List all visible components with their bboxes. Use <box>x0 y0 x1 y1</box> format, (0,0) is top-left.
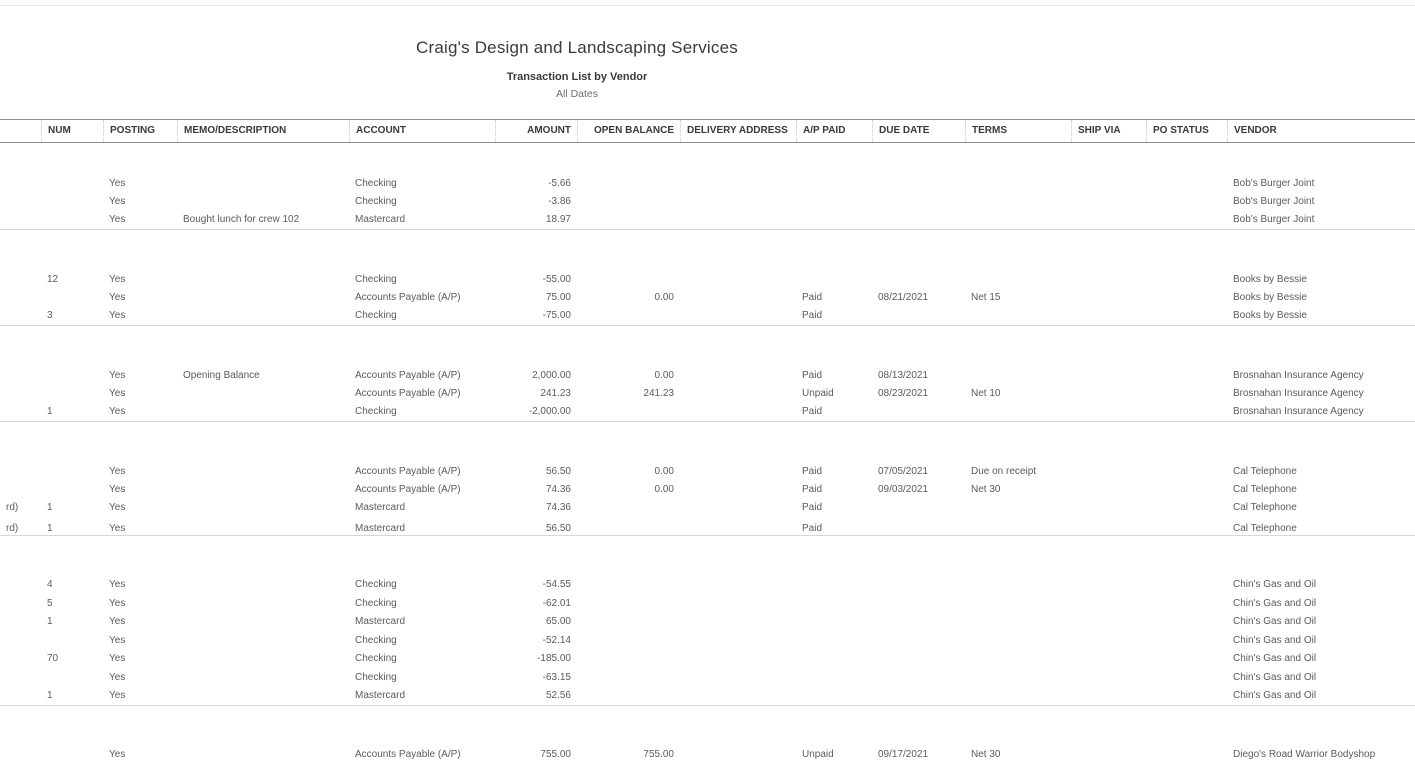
cell-vendor: Cal Telephone <box>1233 466 1297 477</box>
cell-posting: Yes <box>109 484 126 495</box>
cell-num: 70 <box>47 653 59 664</box>
cell-ap-paid: Unpaid <box>802 749 834 760</box>
cell-due-date <box>872 650 965 668</box>
cell-account: Checking <box>355 597 397 609</box>
cell-vendor: Bob's Burger Joint <box>1233 196 1315 207</box>
cell-terms <box>965 669 1071 687</box>
cell-open-balance <box>577 211 680 229</box>
cell-num: 5 <box>47 597 53 609</box>
column-header-memo[interactable]: MEMO/DESCRIPTION <box>177 120 349 142</box>
cell-cut <box>0 650 41 668</box>
cell-posting: Yes <box>109 388 126 399</box>
cell-account: Checking <box>355 671 397 683</box>
cell-open-balance <box>577 613 680 631</box>
cell-account: Mastercard <box>355 616 406 627</box>
cell-num <box>41 367 103 385</box>
cell-amount: 56.50 <box>545 466 571 477</box>
cell-memo: Bought lunch for crew 102 <box>183 214 300 225</box>
column-header-amount[interactable]: AMOUNT <box>495 120 577 142</box>
cell-amount: 18.97 <box>545 214 571 225</box>
cell-num: 1 <box>47 502 53 513</box>
table-row[interactable] <box>0 463 1415 481</box>
cell-account: Checking <box>355 310 397 321</box>
cell-open-balance <box>577 307 680 325</box>
cell-cut <box>0 687 41 705</box>
cell-vendor: Chin's Gas and Oil <box>1233 616 1317 627</box>
cell-num: 1 <box>47 523 53 534</box>
cell-amount: 74.36 <box>545 502 571 513</box>
cell-account: Checking <box>355 406 397 417</box>
cell-terms <box>965 367 1071 385</box>
top-divider <box>0 5 1415 6</box>
cell-ap-paid <box>796 613 872 631</box>
cell-vendor: Chin's Gas and Oil <box>1233 579 1317 590</box>
cell-terms <box>965 175 1071 193</box>
cell-account: Checking <box>355 579 397 590</box>
table-row[interactable] <box>0 499 1415 517</box>
cell-terms: Due on receipt <box>971 466 1037 477</box>
cell-due-date <box>872 595 965 613</box>
cell-ap-paid <box>796 211 872 229</box>
cell-due-date: 08/23/2021 <box>878 388 929 399</box>
cell-num <box>41 289 103 307</box>
cell-terms <box>965 211 1071 229</box>
cell-terms <box>965 687 1071 705</box>
table-row[interactable] <box>0 613 1415 631</box>
cell-ap-paid: Unpaid <box>802 388 834 399</box>
cell-memo <box>177 613 349 631</box>
cell-terms: Net 10 <box>971 388 1001 399</box>
cell-posting: Yes <box>109 502 126 513</box>
cell-amount: 65.00 <box>545 616 571 627</box>
cell-vendor: Books by Bessie <box>1233 292 1307 303</box>
cell-memo <box>177 576 349 594</box>
cell-ap-paid <box>796 687 872 705</box>
table-row[interactable] <box>0 403 1415 421</box>
cell-cut <box>0 403 41 421</box>
cell-memo <box>177 403 349 421</box>
cell-amount: -75.00 <box>542 310 571 321</box>
table-row[interactable] <box>0 385 1415 403</box>
column-header-num[interactable]: NUM <box>41 120 103 142</box>
table-row[interactable] <box>0 687 1415 705</box>
cell-cut <box>0 307 41 325</box>
cell-posting: Yes <box>109 597 126 609</box>
column-header-posting[interactable]: POSTING <box>103 120 177 142</box>
cell-due-date <box>872 211 965 229</box>
cell-account: Accounts Payable (A/P) <box>355 292 461 303</box>
table-row[interactable] <box>0 271 1415 289</box>
cell-open-balance: 755.00 <box>643 749 674 760</box>
cell-vendor: Bob's Burger Joint <box>1233 178 1315 189</box>
cell-memo <box>177 499 349 517</box>
cell-num: 12 <box>47 274 59 285</box>
cell-cut <box>0 385 41 403</box>
cell-posting: Yes <box>109 579 126 590</box>
table-row[interactable] <box>0 481 1415 499</box>
cell-ap-paid <box>796 576 872 594</box>
cell-num <box>41 211 103 229</box>
cell-account: Accounts Payable (A/P) <box>355 749 461 760</box>
cell-account: Mastercard <box>355 523 406 534</box>
column-header-po-status[interactable]: PO STATUS <box>1146 120 1227 142</box>
cell-cut <box>0 463 41 481</box>
cell-num <box>41 746 103 764</box>
column-header-terms[interactable]: TERMS <box>965 120 1071 142</box>
cell-terms <box>965 632 1071 650</box>
cell-num <box>41 463 103 481</box>
cell-memo <box>177 687 349 705</box>
cell-num: 1 <box>47 616 53 627</box>
cell-terms <box>965 613 1071 631</box>
cell-open-balance: 0.00 <box>654 466 674 477</box>
cell-cut: rd) <box>6 502 19 513</box>
cell-num <box>41 632 103 650</box>
cell-account: Accounts Payable (A/P) <box>355 484 461 495</box>
cell-account: Accounts Payable (A/P) <box>355 466 461 477</box>
cell-cut <box>0 367 41 385</box>
cell-terms: Net 30 <box>971 749 1001 760</box>
table-row[interactable] <box>0 307 1415 325</box>
cell-amount: -185.00 <box>537 653 571 664</box>
cell-ap-paid: Paid <box>802 292 823 303</box>
cell-num: 4 <box>47 579 53 590</box>
cell-terms: Net 30 <box>971 484 1001 495</box>
cell-vendor: Chin's Gas and Oil <box>1233 653 1317 664</box>
cell-memo <box>177 271 349 289</box>
cell-memo <box>177 289 349 307</box>
cell-memo <box>177 481 349 499</box>
cell-terms <box>965 271 1071 289</box>
cell-vendor: Cal Telephone <box>1233 484 1297 495</box>
cell-terms <box>965 193 1071 211</box>
cell-vendor: Cal Telephone <box>1233 502 1297 513</box>
cell-posting: Yes <box>109 749 126 760</box>
table-row[interactable] <box>0 746 1415 764</box>
cell-due-date: 08/13/2021 <box>878 370 929 381</box>
cell-terms <box>965 499 1071 517</box>
cell-open-balance: 0.00 <box>654 370 674 381</box>
cell-open-balance <box>577 687 680 705</box>
cell-posting: Yes <box>109 523 126 534</box>
cell-account: Checking <box>355 634 397 646</box>
table-row[interactable] <box>0 650 1415 668</box>
cell-memo <box>177 669 349 687</box>
cell-due-date: 07/05/2021 <box>878 466 929 477</box>
cell-terms: Net 15 <box>971 292 1001 303</box>
cell-ap-paid <box>796 193 872 211</box>
cell-terms <box>965 576 1071 594</box>
cell-amount: -55.00 <box>542 274 571 285</box>
cell-amount: -3.86 <box>548 196 571 207</box>
cell-ap-paid <box>796 175 872 193</box>
cell-cut <box>0 193 41 211</box>
column-header-account[interactable]: ACCOUNT <box>349 120 495 142</box>
table-row[interactable] <box>0 289 1415 307</box>
cell-num <box>41 175 103 193</box>
cell-amount: -2,000.00 <box>528 406 571 417</box>
cell-vendor: Brosnahan Insurance Agency <box>1233 388 1364 399</box>
cell-open-balance <box>577 669 680 687</box>
cell-vendor: Books by Bessie <box>1233 274 1307 285</box>
column-header-open-balance[interactable]: OPEN BALANCE <box>577 120 680 142</box>
cell-memo <box>177 595 349 613</box>
cell-num: 1 <box>47 690 53 701</box>
cell-account: Checking <box>355 196 397 207</box>
cell-vendor: Diego's Road Warrior Bodyshop <box>1233 749 1376 760</box>
cell-posting: Yes <box>109 634 126 646</box>
cell-due-date <box>872 576 965 594</box>
cell-amount: 56.50 <box>545 523 571 534</box>
cell-cut <box>0 669 41 687</box>
cell-ap-paid: Paid <box>802 523 823 534</box>
cell-ap-paid: Paid <box>802 484 823 495</box>
cell-cut <box>0 271 41 289</box>
cell-terms <box>965 307 1071 325</box>
cell-amount: 2,000.00 <box>532 370 571 381</box>
cell-ap-paid <box>796 595 872 613</box>
group-divider <box>0 421 1415 422</box>
cell-due-date <box>872 271 965 289</box>
column-header-cut <box>0 120 41 142</box>
cell-ap-paid <box>796 650 872 668</box>
cell-account: Checking <box>355 178 397 189</box>
group-divider <box>0 229 1415 230</box>
cell-ap-paid: Paid <box>802 370 823 381</box>
table-row[interactable] <box>0 193 1415 211</box>
cell-cut <box>0 613 41 631</box>
cell-vendor: Chin's Gas and Oil <box>1233 690 1317 701</box>
cell-vendor: Bob's Burger Joint <box>1233 214 1315 225</box>
cell-open-balance <box>577 175 680 193</box>
cell-posting: Yes <box>109 671 126 683</box>
cell-vendor: Brosnahan Insurance Agency <box>1233 406 1364 417</box>
table-row[interactable] <box>0 367 1415 385</box>
cell-memo <box>177 175 349 193</box>
cell-terms <box>965 650 1071 668</box>
cell-cut <box>0 289 41 307</box>
cell-open-balance <box>577 499 680 517</box>
cell-open-balance: 241.23 <box>643 388 674 399</box>
cell-posting: Yes <box>109 616 126 627</box>
cell-account: Mastercard <box>355 214 406 225</box>
cell-memo <box>177 385 349 403</box>
group-divider <box>0 705 1415 706</box>
cell-account: Checking <box>355 274 397 285</box>
cell-num: 3 <box>47 310 53 321</box>
cell-amount: -52.14 <box>542 634 571 646</box>
report-date-range: All Dates <box>555 88 598 100</box>
table-row[interactable] <box>0 211 1415 229</box>
cell-memo: Opening Balance <box>183 370 260 381</box>
cell-amount: -62.01 <box>542 597 571 609</box>
cell-terms <box>965 595 1071 613</box>
cell-due-date: 09/03/2021 <box>878 484 929 495</box>
cell-open-balance <box>577 650 680 668</box>
cell-open-balance <box>577 632 680 650</box>
cell-open-balance <box>577 403 680 421</box>
cell-amount: 755.00 <box>540 749 571 760</box>
cell-ap-paid: Paid <box>802 502 823 513</box>
cell-memo <box>177 307 349 325</box>
cell-due-date <box>872 175 965 193</box>
cell-due-date: 08/21/2021 <box>878 292 929 303</box>
cell-cut <box>0 595 41 613</box>
report-title: Transaction List by Vendor <box>506 71 648 83</box>
cell-posting: Yes <box>109 274 126 285</box>
cell-open-balance <box>577 271 680 289</box>
cell-num <box>41 193 103 211</box>
table-row[interactable] <box>0 175 1415 193</box>
cell-amount: -63.15 <box>542 671 571 683</box>
cell-cut <box>0 211 41 229</box>
cell-posting: Yes <box>109 292 126 303</box>
cell-open-balance <box>577 193 680 211</box>
cell-due-date <box>872 499 965 517</box>
cell-due-date <box>872 632 965 650</box>
cell-posting: Yes <box>109 178 126 189</box>
cell-posting: Yes <box>109 370 126 381</box>
cell-num <box>41 669 103 687</box>
cell-cut <box>0 175 41 193</box>
cell-due-date <box>872 307 965 325</box>
cell-due-date <box>872 613 965 631</box>
cell-amount: 52.56 <box>545 690 571 701</box>
cell-open-balance: 0.00 <box>654 484 674 495</box>
table-row[interactable] <box>0 576 1415 594</box>
cell-ap-paid: Paid <box>802 466 823 477</box>
column-header-vendor[interactable]: VENDOR <box>1227 120 1415 142</box>
cell-cut <box>0 576 41 594</box>
company-name: Craig's Design and Landscaping Services <box>416 38 738 57</box>
cell-vendor: Brosnahan Insurance Agency <box>1233 370 1364 381</box>
cell-vendor: Chin's Gas and Oil <box>1233 597 1317 609</box>
cell-posting: Yes <box>109 196 126 207</box>
column-header-due-date[interactable]: DUE DATE <box>872 120 965 142</box>
cell-memo <box>177 193 349 211</box>
cell-vendor: Books by Bessie <box>1233 310 1307 321</box>
cell-posting: Yes <box>109 690 126 701</box>
cell-cut: rd) <box>6 523 19 534</box>
cell-ap-paid <box>796 632 872 650</box>
cell-memo <box>177 746 349 764</box>
cell-due-date <box>872 193 965 211</box>
cell-ap-paid: Paid <box>802 310 823 321</box>
cell-terms <box>965 403 1071 421</box>
cell-cut <box>0 481 41 499</box>
cell-vendor: Chin's Gas and Oil <box>1233 671 1317 683</box>
cell-ap-paid <box>796 669 872 687</box>
cell-due-date <box>872 669 965 687</box>
cell-open-balance: 0.00 <box>654 292 674 303</box>
cell-account: Mastercard <box>355 502 406 513</box>
cell-due-date <box>872 403 965 421</box>
cell-num <box>41 385 103 403</box>
table-header <box>0 119 1415 143</box>
table-row[interactable] <box>0 632 1415 650</box>
cell-posting: Yes <box>109 406 126 417</box>
cell-amount: -54.55 <box>542 579 571 590</box>
cell-posting: Yes <box>109 466 126 477</box>
cell-ap-paid: Paid <box>802 406 823 417</box>
column-header-ship-via[interactable]: SHIP VIA <box>1071 120 1146 142</box>
cell-due-date <box>872 687 965 705</box>
cell-account: Mastercard <box>355 690 406 701</box>
cell-memo <box>177 463 349 481</box>
cell-due-date: 09/17/2021 <box>878 749 929 760</box>
column-header-delivery-address[interactable]: DELIVERY ADDRESS <box>680 120 796 142</box>
cell-account: Accounts Payable (A/P) <box>355 388 461 399</box>
cell-ap-paid <box>796 271 872 289</box>
cell-vendor: Cal Telephone <box>1233 523 1297 534</box>
cell-account: Checking <box>355 653 397 664</box>
cell-amount: -5.66 <box>548 178 571 189</box>
cell-memo <box>177 632 349 650</box>
table-row[interactable] <box>0 669 1415 687</box>
cell-open-balance <box>577 576 680 594</box>
cell-cut <box>0 746 41 764</box>
table-row[interactable] <box>0 595 1415 613</box>
cell-open-balance <box>577 595 680 613</box>
group-divider <box>0 325 1415 326</box>
cell-amount: 241.23 <box>540 388 571 399</box>
cell-num: 1 <box>47 406 53 417</box>
cell-amount: 74.36 <box>545 484 571 495</box>
cell-amount: 75.00 <box>545 292 571 303</box>
cell-posting: Yes <box>109 653 126 664</box>
cell-memo <box>177 650 349 668</box>
cell-vendor: Chin's Gas and Oil <box>1233 634 1317 646</box>
cell-cut <box>0 632 41 650</box>
cell-posting: Yes <box>109 214 126 225</box>
cell-num <box>41 481 103 499</box>
group-divider <box>0 535 1415 536</box>
column-header-ap-paid[interactable]: A/P PAID <box>796 120 872 142</box>
cell-posting: Yes <box>109 310 126 321</box>
cell-account: Accounts Payable (A/P) <box>355 370 461 381</box>
